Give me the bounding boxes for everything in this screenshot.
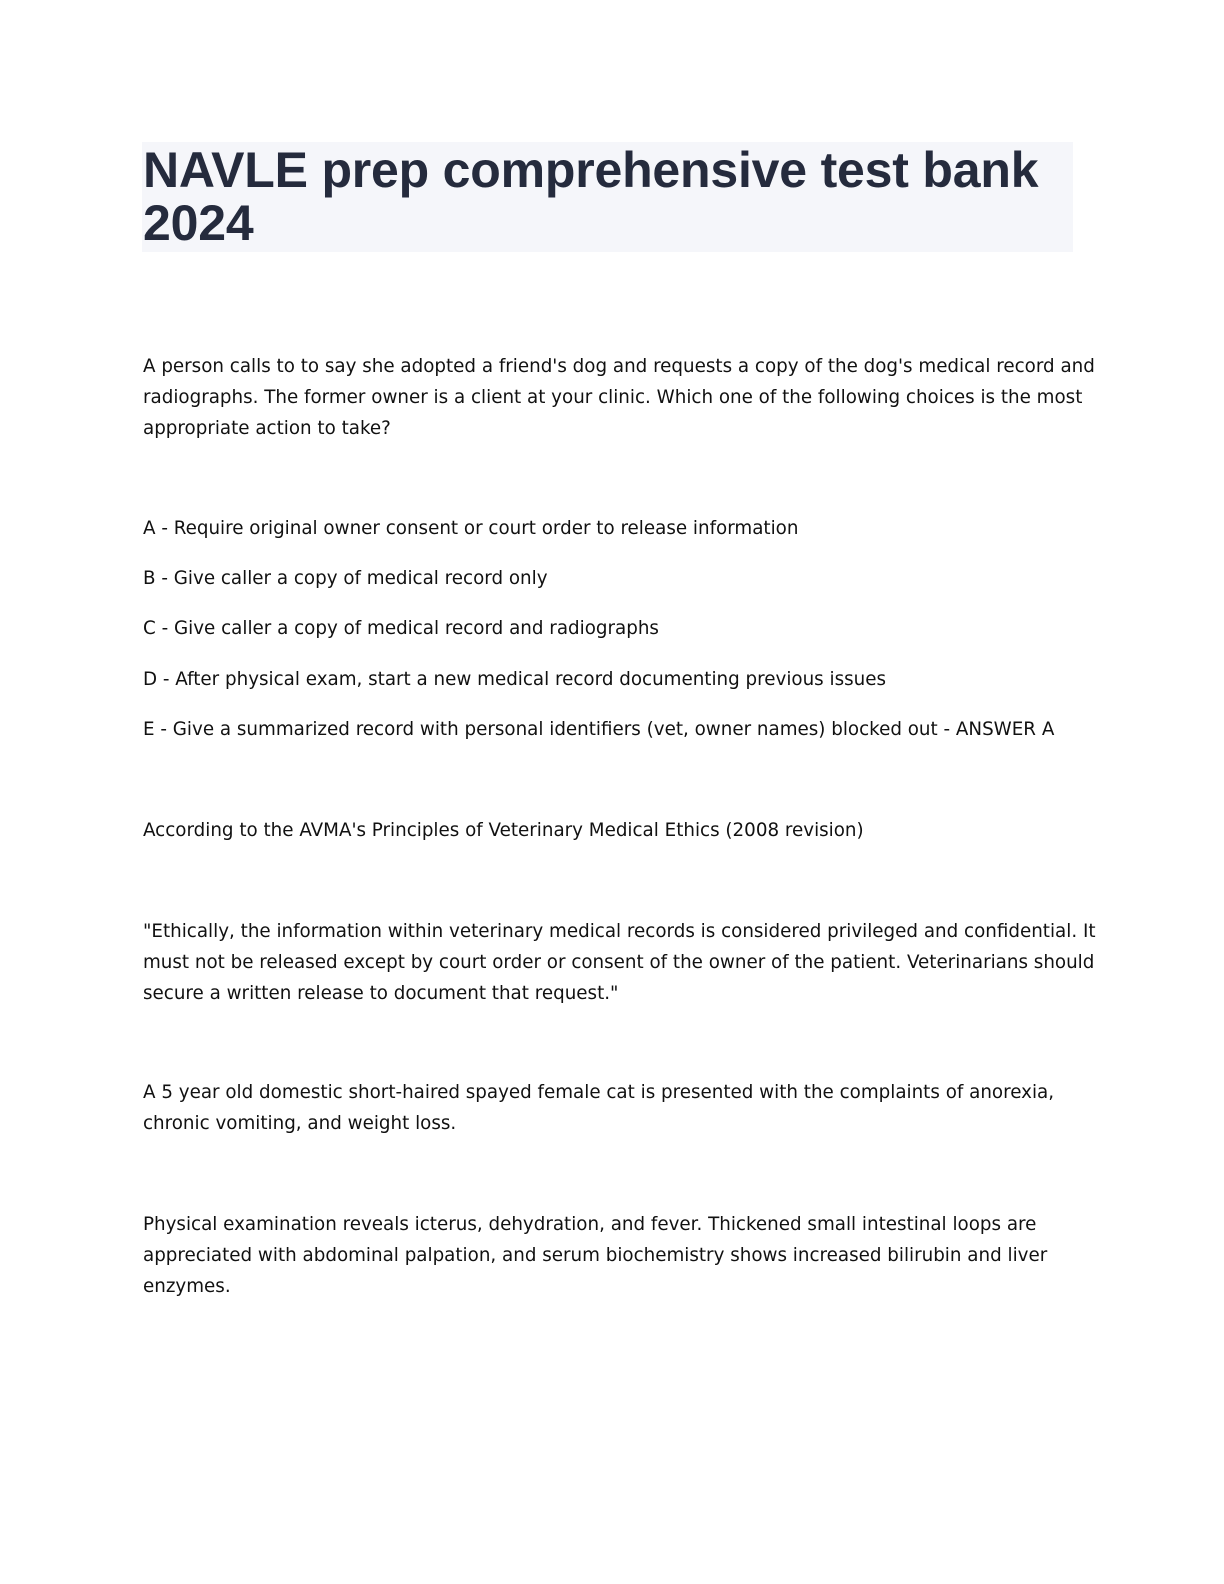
ethics-quote-line: secure a written release to document that request.": [143, 983, 619, 1004]
case-exam-line: enzymes.: [143, 1276, 231, 1297]
ethics-quote-line: "Ethically, the information within veterinary medical records is considered privileged and confidential. It: [143, 921, 1096, 942]
answer-option-c: C - Give caller a copy of medical record and radiographs: [143, 618, 659, 639]
case-intro-line: chronic vomiting, and weight loss.: [143, 1113, 457, 1134]
answer-option-e: E - Give a summarized record with personal identifiers (vet, owner names) blocked out - ANSWER A: [143, 719, 1055, 740]
answer-option-a: A - Require original owner consent or court order to release information: [143, 518, 799, 539]
question-stem: [143, 351, 1095, 444]
question-stem-line: appropriate action to take?: [143, 418, 391, 439]
question-stem-line: A person calls to to say she adopted a friend's dog and requests a copy of the dog's medical record and: [143, 356, 1095, 377]
case-intro: [143, 1077, 1073, 1139]
reference-text: According to the AVMA's Principles of Veterinary Medical Ethics (2008 revision): [143, 820, 864, 841]
answer-option-d: D - After physical exam, start a new medical record documenting previous issues: [143, 669, 887, 690]
ethics-quote: [143, 916, 1096, 1009]
ethics-quote-line: must not be released except by court order or consent of the owner of the patient. Veterinarians should: [143, 952, 1095, 973]
case-exam-findings: [143, 1209, 1073, 1302]
answer-option-b: B - Give caller a copy of medical record only: [143, 568, 548, 589]
case-intro-line: A 5 year old domestic short-haired spayed female cat is presented with the complaints of anorexia,: [143, 1082, 1055, 1103]
page-title: NAVLE prep comprehensive test bank 2024: [143, 142, 1039, 251]
case-exam-line: Physical examination reveals icterus, dehydration, and fever. Thickened small intestinal loops are: [143, 1214, 1037, 1235]
title-banner: [142, 142, 1073, 252]
case-exam-line: appreciated with abdominal palpation, and serum biochemistry shows increased bilirubin and liver: [143, 1245, 1048, 1266]
question-stem-line: radiographs. The former owner is a client at your clinic. Which one of the following choices is the most: [143, 387, 1083, 408]
